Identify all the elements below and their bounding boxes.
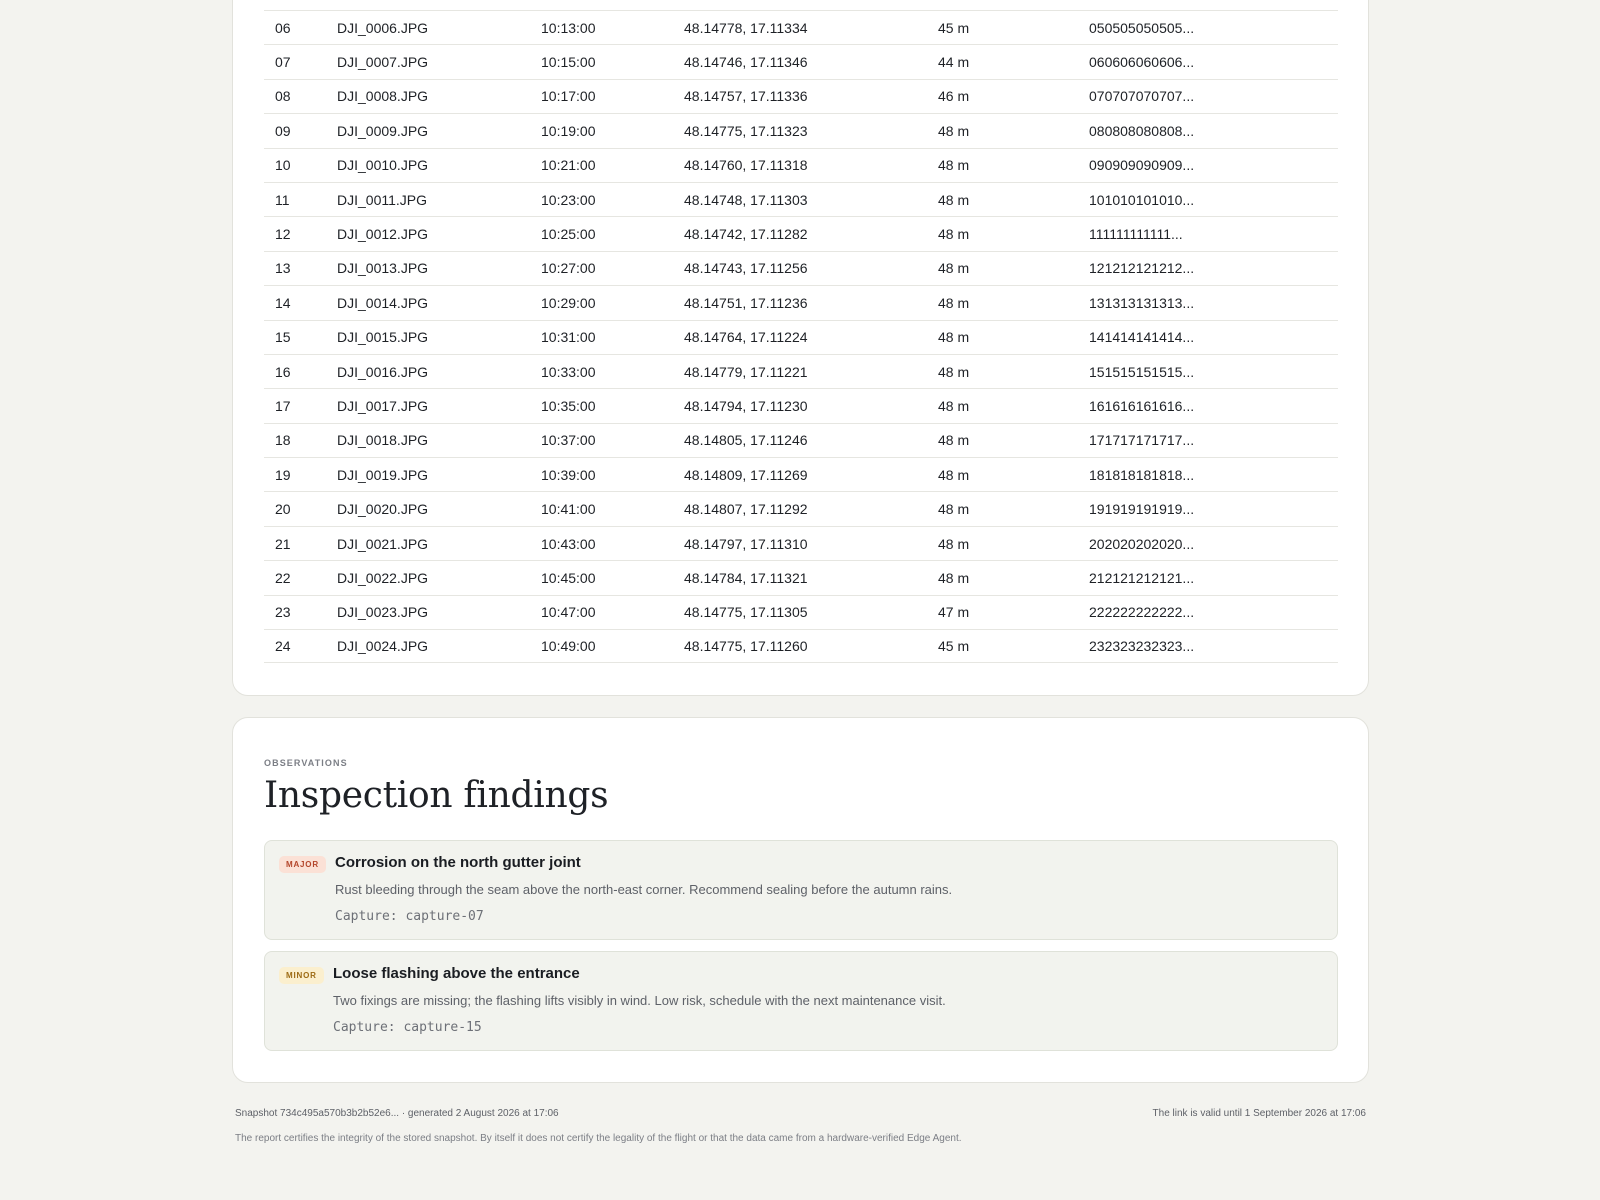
table-row	[264, 148, 1338, 182]
capture-time: 10:21:00	[541, 157, 596, 174]
file-hash: 191919191919...	[1089, 501, 1195, 518]
capture-time: 10:37:00	[541, 432, 596, 449]
row-number: 12	[275, 226, 291, 243]
gps-coordinates: 48.14805, 17.11246	[684, 432, 808, 449]
altitude: 48 m	[938, 294, 970, 311]
section-title: Inspection findings	[264, 775, 609, 816]
table-row	[264, 320, 1338, 354]
table-row	[264, 629, 1338, 663]
finding-capture-ref: Capture: capture-15	[333, 1020, 482, 1035]
capture-time: 10:31:00	[541, 329, 596, 346]
gps-coordinates: 48.14760, 17.11318	[684, 157, 808, 174]
capture-time: 10:27:00	[541, 260, 596, 277]
file-hash: 141414141414...	[1089, 329, 1195, 346]
row-number: 10	[275, 157, 291, 174]
captures-card	[232, 0, 1369, 696]
file-hash: 050505050505...	[1089, 19, 1195, 36]
file-hash: 161616161616...	[1089, 397, 1195, 414]
table-row	[264, 423, 1338, 457]
gps-coordinates: 48.14797, 17.11310	[684, 535, 808, 552]
file-name: DJI_0015.JPG	[337, 329, 429, 346]
row-number: 22	[275, 569, 291, 586]
row-number: 15	[275, 329, 291, 346]
section-eyebrow: OBSERVATIONS	[264, 758, 348, 768]
file-name: DJI_0014.JPG	[337, 294, 429, 311]
file-hash: 202020202020...	[1089, 535, 1195, 552]
gps-coordinates: 48.14748, 17.11303	[684, 191, 808, 208]
table-row	[264, 526, 1338, 560]
table-row	[264, 354, 1338, 388]
file-name: DJI_0016.JPG	[337, 363, 429, 380]
file-name: DJI_0019.JPG	[337, 466, 429, 483]
file-name: DJI_0008.JPG	[337, 88, 429, 105]
row-number: 09	[275, 122, 291, 139]
file-name: DJI_0024.JPG	[337, 638, 429, 655]
row-number: 07	[275, 54, 291, 71]
severity-badge-major: MAJOR	[279, 856, 326, 873]
capture-time: 10:25:00	[541, 226, 596, 243]
row-number: 16	[275, 363, 291, 380]
finding-card	[264, 951, 1338, 1051]
file-hash: 101010101010...	[1089, 191, 1195, 208]
file-hash: 131313131313...	[1089, 294, 1195, 311]
altitude: 45 m	[938, 19, 970, 36]
finding-capture-ref: Capture: capture-07	[335, 909, 484, 924]
altitude: 48 m	[938, 363, 970, 380]
file-name: DJI_0009.JPG	[337, 122, 429, 139]
altitude: 48 m	[938, 191, 970, 208]
table-row	[264, 285, 1338, 319]
gps-coordinates: 48.14746, 17.11346	[684, 54, 808, 71]
capture-time: 10:43:00	[541, 535, 596, 552]
altitude: 48 m	[938, 432, 970, 449]
capture-time: 10:47:00	[541, 604, 596, 621]
row-number: 06	[275, 19, 291, 36]
file-hash: 212121212121...	[1089, 569, 1195, 586]
gps-coordinates: 48.14784, 17.11321	[684, 569, 808, 586]
capture-time: 10:29:00	[541, 294, 596, 311]
row-number: 18	[275, 432, 291, 449]
gps-coordinates: 48.14794, 17.11230	[684, 397, 808, 414]
altitude: 45 m	[938, 638, 970, 655]
file-hash: 222222222222...	[1089, 604, 1195, 621]
file-hash: 151515151515...	[1089, 363, 1195, 380]
altitude: 48 m	[938, 122, 970, 139]
row-number: 20	[275, 501, 291, 518]
row-number: 17	[275, 397, 291, 414]
altitude: 48 m	[938, 466, 970, 483]
altitude: 48 m	[938, 226, 970, 243]
link-validity: The link is valid until 1 September 2026 at 17:06	[1152, 1108, 1366, 1119]
gps-coordinates: 48.14775, 17.11260	[684, 638, 808, 655]
finding-title: Loose flashing above the entrance	[333, 965, 580, 982]
file-hash: 171717171717...	[1089, 432, 1195, 449]
row-number: 08	[275, 88, 291, 105]
row-number: 11	[275, 191, 290, 208]
capture-time: 10:45:00	[541, 569, 596, 586]
table-row	[264, 560, 1338, 594]
capture-time: 10:41:00	[541, 501, 596, 518]
altitude: 48 m	[938, 329, 970, 346]
table-row	[264, 251, 1338, 285]
file-hash: 070707070707...	[1089, 88, 1195, 105]
table-row	[264, 595, 1338, 629]
table-row	[264, 457, 1338, 491]
altitude: 48 m	[938, 535, 970, 552]
gps-coordinates: 48.14751, 17.11236	[684, 294, 808, 311]
altitude: 48 m	[938, 397, 970, 414]
altitude: 48 m	[938, 157, 970, 174]
file-hash: 111111111111...	[1089, 226, 1183, 243]
row-number: 19	[275, 466, 291, 483]
observations-card	[232, 717, 1369, 1083]
gps-coordinates: 48.14743, 17.11256	[684, 260, 808, 277]
capture-time: 10:15:00	[541, 54, 596, 71]
snapshot-info: Snapshot 734c495a570b3b2b52e6... · generated 2 August 2026 at 17:06	[235, 1108, 559, 1119]
altitude: 48 m	[938, 260, 970, 277]
finding-card	[264, 840, 1338, 940]
capture-time: 10:35:00	[541, 397, 596, 414]
file-hash: 090909090909...	[1089, 157, 1195, 174]
file-hash: 121212121212...	[1089, 260, 1195, 277]
gps-coordinates: 48.14779, 17.11221	[684, 363, 808, 380]
row-number: 21	[275, 535, 291, 552]
capture-time: 10:39:00	[541, 466, 596, 483]
gps-coordinates: 48.14809, 17.11269	[684, 466, 808, 483]
file-name: DJI_0013.JPG	[337, 260, 429, 277]
file-name: DJI_0018.JPG	[337, 432, 429, 449]
table-row	[264, 10, 1338, 44]
capture-time: 10:17:00	[541, 88, 596, 105]
file-hash: 080808080808...	[1089, 122, 1195, 139]
severity-badge-minor: MINOR	[279, 967, 324, 984]
gps-coordinates: 48.14778, 17.11334	[684, 19, 808, 36]
gps-coordinates: 48.14757, 17.11336	[684, 88, 808, 105]
file-name: DJI_0012.JPG	[337, 226, 429, 243]
finding-description: Rust bleeding through the seam above the north-east corner. Recommend sealing before the autumn rains.	[335, 882, 953, 897]
finding-description: Two fixings are missing; the flashing lifts visibly in wind. Low risk, schedule with the next maintenance visit.	[333, 993, 946, 1008]
gps-coordinates: 48.14807, 17.11292	[684, 501, 808, 518]
gps-coordinates: 48.14775, 17.11305	[684, 604, 808, 621]
file-name: DJI_0021.JPG	[337, 535, 429, 552]
captures-table	[264, 10, 1338, 663]
file-name: DJI_0006.JPG	[337, 19, 429, 36]
altitude: 48 m	[938, 569, 970, 586]
gps-coordinates: 48.14775, 17.11323	[684, 122, 808, 139]
table-row	[264, 113, 1338, 147]
altitude: 44 m	[938, 54, 970, 71]
altitude: 48 m	[938, 501, 970, 518]
gps-coordinates: 48.14764, 17.11224	[684, 329, 808, 346]
capture-time: 10:19:00	[541, 122, 596, 139]
table-row	[264, 79, 1338, 113]
row-number: 24	[275, 638, 291, 655]
file-hash: 181818181818...	[1089, 466, 1195, 483]
row-number: 23	[275, 604, 291, 621]
table-row	[264, 44, 1338, 78]
table-row	[264, 216, 1338, 250]
altitude: 47 m	[938, 604, 970, 621]
file-hash: 060606060606...	[1089, 54, 1195, 71]
file-name: DJI_0007.JPG	[337, 54, 429, 71]
capture-time: 10:23:00	[541, 191, 596, 208]
row-number: 14	[275, 294, 291, 311]
file-name: DJI_0020.JPG	[337, 501, 429, 518]
row-number: 13	[275, 260, 291, 277]
finding-title: Corrosion on the north gutter joint	[335, 854, 581, 871]
capture-time: 10:49:00	[541, 638, 596, 655]
table-row	[264, 182, 1338, 216]
capture-time: 10:33:00	[541, 363, 596, 380]
capture-time: 10:13:00	[541, 19, 596, 36]
file-hash: 232323232323...	[1089, 638, 1195, 655]
file-name: DJI_0017.JPG	[337, 397, 429, 414]
integrity-note: The report certifies the integrity of the stored snapshot. By itself it does not certify the legality of the flight or that the data came from a hardware-verified Edge Agent.	[235, 1133, 962, 1144]
table-row	[264, 388, 1338, 422]
gps-coordinates: 48.14742, 17.11282	[684, 226, 808, 243]
table-row	[264, 491, 1338, 525]
file-name: DJI_0010.JPG	[337, 157, 429, 174]
file-name: DJI_0023.JPG	[337, 604, 429, 621]
file-name: DJI_0011.JPG	[337, 191, 428, 208]
altitude: 46 m	[938, 88, 970, 105]
file-name: DJI_0022.JPG	[337, 569, 429, 586]
